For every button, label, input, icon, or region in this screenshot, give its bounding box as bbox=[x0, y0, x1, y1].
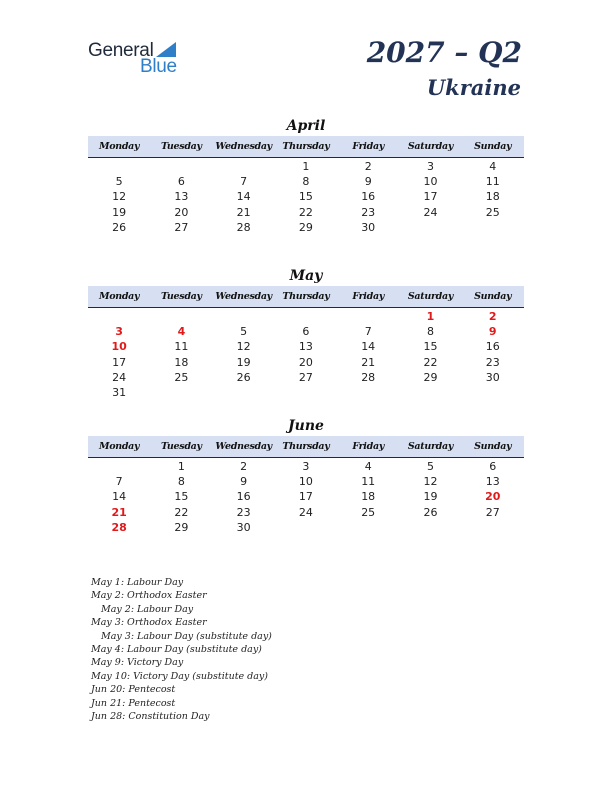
day-cell: 24 bbox=[423, 205, 438, 219]
week-row bbox=[88, 309, 524, 324]
day-cell: 21 bbox=[236, 205, 251, 219]
week-row bbox=[88, 385, 524, 400]
day-cell bbox=[275, 520, 337, 535]
week-row bbox=[88, 339, 524, 354]
day-cell bbox=[462, 220, 524, 235]
weekday-label: Thursday bbox=[282, 141, 330, 152]
day-cell: 1 bbox=[426, 310, 435, 323]
logo-triangle-icon bbox=[156, 42, 176, 57]
day-cell bbox=[275, 385, 337, 400]
day-cell bbox=[462, 520, 524, 535]
day-cell: 27 bbox=[485, 505, 500, 519]
day-cell: 27 bbox=[298, 370, 313, 384]
day-cell: 9 bbox=[364, 175, 372, 189]
weekday-label: Monday bbox=[98, 291, 140, 302]
logo-word-blue: Blue bbox=[140, 56, 177, 77]
day-cell: 1 bbox=[177, 460, 185, 473]
day-cell bbox=[213, 385, 275, 400]
day-cell bbox=[88, 159, 150, 174]
day-cell bbox=[399, 220, 461, 235]
day-cell: 21 bbox=[361, 355, 376, 369]
day-cell: 23 bbox=[361, 205, 376, 219]
day-cell bbox=[275, 309, 337, 324]
weekday-label: Tuesday bbox=[161, 291, 202, 302]
month-april bbox=[88, 116, 524, 235]
day-cell: 6 bbox=[177, 175, 185, 189]
day-cell: 6 bbox=[302, 325, 310, 339]
day-cell: 2 bbox=[364, 160, 372, 173]
day-cell bbox=[337, 309, 399, 324]
day-cell: 19 bbox=[423, 490, 438, 504]
day-cell: 26 bbox=[112, 220, 127, 234]
week-row bbox=[88, 474, 524, 489]
day-cell: 24 bbox=[112, 370, 127, 384]
day-cell: 9 bbox=[240, 475, 248, 489]
day-cell bbox=[150, 385, 212, 400]
day-cell: 7 bbox=[364, 325, 372, 339]
day-cell: 11 bbox=[485, 175, 500, 189]
day-cell: 27 bbox=[174, 220, 189, 234]
day-cell: 15 bbox=[298, 190, 313, 204]
day-cell: 13 bbox=[298, 340, 313, 354]
day-cell: 15 bbox=[174, 490, 189, 504]
weekday-label: Thursday bbox=[282, 441, 330, 452]
week-row bbox=[88, 370, 524, 385]
day-cell: 7 bbox=[115, 475, 123, 489]
day-cell: 4 bbox=[177, 325, 186, 339]
holiday-entry: May 2: Labour Day bbox=[101, 603, 194, 615]
weekday-label: Tuesday bbox=[161, 441, 202, 452]
weekday-label: Wednesday bbox=[215, 291, 272, 302]
day-cell: 20 bbox=[298, 355, 313, 369]
day-cell bbox=[150, 159, 212, 174]
day-cell: 25 bbox=[174, 370, 189, 384]
day-cell: 20 bbox=[174, 205, 189, 219]
day-cell: 4 bbox=[364, 460, 372, 473]
day-cell: 29 bbox=[298, 220, 313, 234]
day-cell: 18 bbox=[361, 490, 376, 504]
day-cell: 24 bbox=[298, 505, 313, 519]
day-cell: 29 bbox=[174, 520, 189, 534]
week-row bbox=[88, 489, 524, 504]
holiday-entry: Jun 21: Pentecost bbox=[91, 697, 176, 709]
weekday-label: Friday bbox=[352, 141, 385, 152]
holiday-entry: May 3: Labour Day (substitute day) bbox=[101, 630, 272, 642]
week-row bbox=[88, 459, 524, 474]
holiday-entry: May 4: Labour Day (substitute day) bbox=[91, 644, 262, 656]
month-name: April bbox=[286, 118, 326, 134]
holiday-entry: May 2: Orthodox Easter bbox=[91, 590, 207, 602]
day-cell: 8 bbox=[302, 175, 310, 189]
day-cell: 28 bbox=[361, 370, 376, 384]
day-cell: 23 bbox=[236, 505, 251, 519]
day-cell: 22 bbox=[174, 505, 189, 519]
day-cell: 26 bbox=[236, 370, 251, 384]
day-cell: 30 bbox=[361, 220, 376, 234]
month-name: May bbox=[289, 268, 323, 284]
day-cell: 1 bbox=[302, 160, 310, 173]
weekday-label: Sunday bbox=[474, 291, 512, 302]
day-cell: 20 bbox=[485, 490, 501, 504]
day-cell bbox=[88, 309, 150, 324]
day-cell: 14 bbox=[236, 190, 251, 204]
day-cell: 4 bbox=[489, 160, 497, 173]
week-row bbox=[88, 159, 524, 174]
day-cell: 7 bbox=[240, 175, 248, 189]
week-row bbox=[88, 520, 524, 535]
month-june bbox=[88, 416, 524, 535]
day-cell: 8 bbox=[426, 325, 434, 339]
day-cell: 2 bbox=[240, 460, 248, 473]
day-cell bbox=[337, 520, 399, 535]
day-cell: 12 bbox=[236, 340, 251, 354]
weekday-label: Monday bbox=[98, 141, 140, 152]
day-cell: 13 bbox=[174, 190, 189, 204]
weekday-label: Saturday bbox=[407, 291, 454, 302]
day-cell: 3 bbox=[115, 325, 123, 339]
day-cell bbox=[213, 159, 275, 174]
day-cell: 25 bbox=[485, 205, 500, 219]
day-cell bbox=[399, 385, 461, 400]
week-row bbox=[88, 324, 524, 339]
weekday-label: Monday bbox=[98, 441, 140, 452]
weekday-label: Saturday bbox=[407, 441, 454, 452]
week-row bbox=[88, 505, 524, 520]
day-cell: 3 bbox=[426, 160, 434, 173]
week-row bbox=[88, 174, 524, 189]
day-cell bbox=[337, 385, 399, 400]
weekday-label: Friday bbox=[352, 441, 385, 452]
weekday-label: Thursday bbox=[282, 291, 330, 302]
day-cell: 14 bbox=[361, 340, 376, 354]
day-cell: 22 bbox=[423, 355, 438, 369]
day-cell: 9 bbox=[488, 325, 497, 339]
holiday-entry: Jun 20: Pentecost bbox=[91, 684, 176, 696]
week-row bbox=[88, 355, 524, 370]
holiday-entry: May 9: Victory Day bbox=[91, 657, 184, 669]
day-cell: 2 bbox=[488, 310, 497, 323]
day-cell bbox=[88, 459, 150, 474]
day-cell: 11 bbox=[361, 475, 376, 489]
day-cell: 11 bbox=[174, 340, 189, 354]
day-cell: 8 bbox=[177, 475, 185, 489]
day-cell: 19 bbox=[112, 205, 127, 219]
month-may bbox=[88, 266, 524, 400]
month-name: June bbox=[288, 418, 324, 434]
day-cell: 30 bbox=[236, 520, 251, 534]
day-cell: 5 bbox=[115, 175, 123, 189]
day-cell: 18 bbox=[174, 355, 189, 369]
day-cell bbox=[213, 309, 275, 324]
day-grid bbox=[88, 309, 524, 400]
day-cell: 5 bbox=[426, 460, 434, 473]
week-row bbox=[88, 205, 524, 220]
day-cell: 10 bbox=[298, 475, 313, 489]
day-cell: 16 bbox=[485, 340, 500, 354]
day-cell: 25 bbox=[361, 505, 376, 519]
day-cell: 28 bbox=[111, 520, 127, 534]
day-cell: 30 bbox=[485, 370, 500, 384]
day-grid bbox=[88, 459, 524, 535]
weekday-label: Wednesday bbox=[215, 441, 272, 452]
day-cell: 17 bbox=[423, 190, 438, 204]
day-cell: 13 bbox=[485, 475, 500, 489]
day-cell: 16 bbox=[361, 190, 376, 204]
day-cell: 18 bbox=[485, 190, 500, 204]
weekday-header bbox=[88, 136, 524, 158]
day-cell bbox=[150, 309, 212, 324]
weekday-label: Sunday bbox=[474, 441, 512, 452]
day-cell: 16 bbox=[236, 490, 251, 504]
day-cell: 12 bbox=[423, 475, 438, 489]
day-grid bbox=[88, 159, 524, 235]
holiday-entry: Jun 28: Constitution Day bbox=[91, 711, 210, 723]
week-row bbox=[88, 220, 524, 235]
day-cell: 21 bbox=[111, 505, 127, 519]
weekday-label: Saturday bbox=[407, 141, 454, 152]
day-cell: 10 bbox=[111, 340, 127, 354]
day-cell: 17 bbox=[112, 355, 127, 369]
week-row bbox=[88, 189, 524, 204]
day-cell: 3 bbox=[302, 460, 310, 473]
day-cell bbox=[399, 520, 461, 535]
day-cell: 22 bbox=[298, 205, 313, 219]
day-cell: 28 bbox=[236, 220, 251, 234]
day-cell: 15 bbox=[423, 340, 438, 354]
holiday-list bbox=[91, 576, 272, 723]
weekday-label: Sunday bbox=[474, 141, 512, 152]
holiday-entry: May 10: Victory Day (substitute day) bbox=[91, 670, 268, 682]
day-cell: 19 bbox=[236, 355, 251, 369]
page-title: 2027 – Q2 bbox=[366, 36, 522, 69]
country-name: Ukraine bbox=[426, 75, 521, 100]
day-cell: 6 bbox=[489, 460, 497, 473]
day-cell bbox=[462, 385, 524, 400]
weekday-header bbox=[88, 436, 524, 458]
weekday-label: Wednesday bbox=[215, 141, 272, 152]
weekday-label: Tuesday bbox=[161, 141, 202, 152]
day-cell: 12 bbox=[112, 190, 127, 204]
day-cell: 29 bbox=[423, 370, 438, 384]
holiday-entry: May 1: Labour Day bbox=[91, 577, 184, 588]
day-cell: 5 bbox=[240, 325, 248, 339]
logo-word-general: General bbox=[88, 40, 154, 61]
day-cell: 10 bbox=[423, 175, 438, 189]
day-cell: 31 bbox=[112, 385, 127, 399]
weekday-label: Friday bbox=[352, 291, 385, 302]
day-cell: 23 bbox=[485, 355, 500, 369]
day-cell: 14 bbox=[112, 490, 127, 504]
day-cell: 26 bbox=[423, 505, 438, 519]
logo bbox=[88, 40, 188, 76]
weekday-header bbox=[88, 286, 524, 308]
holiday-entry: May 3: Orthodox Easter bbox=[91, 617, 207, 629]
day-cell: 17 bbox=[298, 490, 313, 504]
